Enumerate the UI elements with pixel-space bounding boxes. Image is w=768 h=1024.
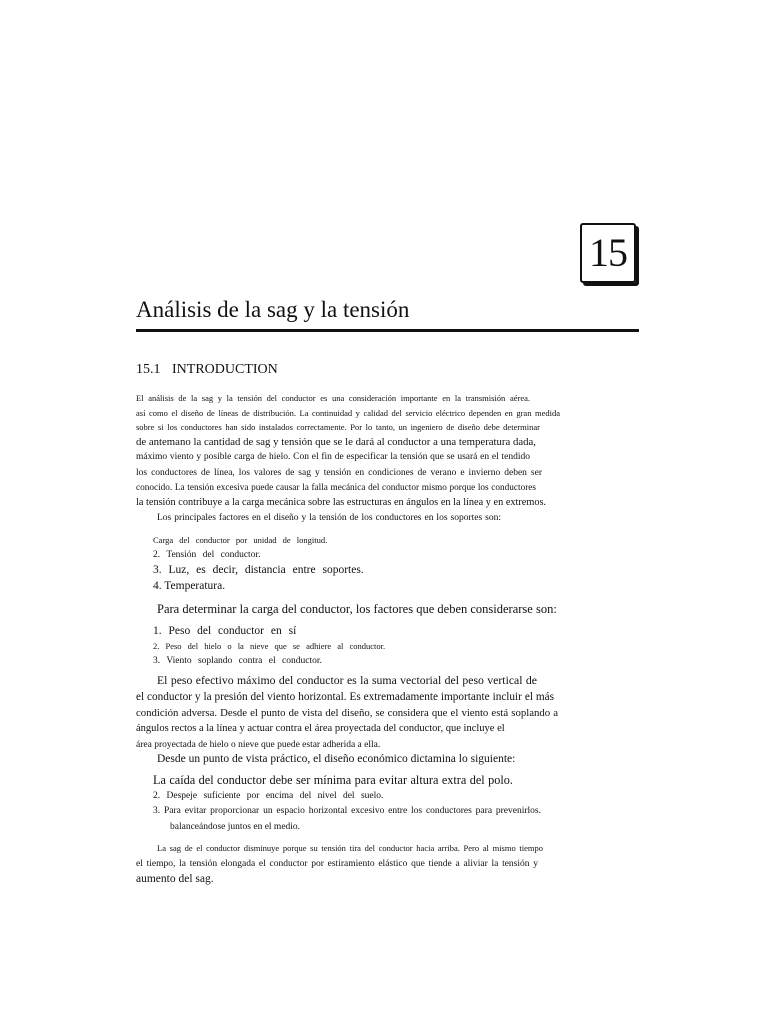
- factors-list-item: Carga del conductor por unidad de longitud.: [153, 535, 328, 545]
- paragraph-2-line: el conductor y la presión del viento horizontal. Es extremadamente importante incluir el más: [136, 691, 554, 703]
- paragraph-1-line: conocido. La tensión excesiva puede causar la falla mecánica del conductor mismo porque los conductores: [136, 483, 536, 493]
- chapter-number: 15: [589, 230, 627, 275]
- design-list-item: 3. Para evitar proporcionar un espacio horizontal excesivo entre los conductores para prevenirlos.: [153, 806, 541, 816]
- paragraph-1-line: sobre si los conductores han sido instalados correctamente. Por lo tanto, un ingeniero de diseño debe determinar: [136, 422, 540, 432]
- design-list-item: balanceándose juntos en el medio.: [170, 822, 301, 832]
- paragraph-1-line: así como el diseño de líneas de distribución. La continuidad y calidad del servicio eléctrico dependen en gran medida: [136, 408, 560, 418]
- load-list-item: 1. Peso del conductor en sí: [153, 625, 297, 637]
- paragraph-1-line: de antemano la cantidad de sag y tensión que se le dará al conductor a una temperatura dada,: [136, 436, 536, 448]
- design-list-item: 2. Despeje suficiente por encima del nivel del suelo.: [153, 791, 384, 801]
- paragraph-1-line: máximo viento y posible carga de hielo. Con el fin de especificar la tensión que se usará en el tendido: [136, 452, 530, 462]
- factors-list-item: 3. Luz, es decir, distancia entre soportes.: [153, 564, 364, 576]
- paragraph-2-line: área proyectada de hielo o nieve que puede estar adherida a ella.: [136, 740, 381, 750]
- paragraph-3-line: aumento del sag.: [136, 873, 214, 885]
- paragraph-1-line: la tensión contribuye a la carga mecánica sobre las estructuras en ángulos en la línea y en extremos.: [136, 497, 546, 508]
- factors-list-item: 4. Temperatura.: [153, 580, 226, 592]
- chapter-title: Análisis de la sag y la tensión: [136, 297, 410, 322]
- section-number: 15.1: [136, 362, 161, 377]
- paragraph-3-line: el tiempo, la tensión elongada el conductor por estiramiento elástico que tiende a aliviar la tensión y: [136, 859, 538, 869]
- design-list-item: La caída del conductor debe ser mínima para evitar altura extra del polo.: [153, 773, 513, 787]
- paragraph-2-line: condición adversa. Desde el punto de vista del diseño, se considera que el viento está soplando a: [136, 707, 558, 719]
- paragraph-2-line: ángulos rectos a la línea y actuar contra el área proyectada del conductor, que incluye el: [136, 723, 505, 734]
- section-heading: [136, 361, 278, 379]
- paragraph-2-line: El peso efectivo máximo del conductor es la suma vectorial del peso vertical de: [157, 674, 537, 687]
- paragraph-1-line: los conductores de línea, los valores de sag y tensión en condiciones de verano e invierno deben ser: [136, 468, 542, 478]
- factors-list-item: 2. Tensión del conductor.: [153, 550, 261, 560]
- paragraph-3-line: La sag de el conductor disminuye porque su tensión tira del conductor hacia arriba. Pero al mismo tiempo: [157, 843, 543, 853]
- title-rule: [136, 329, 639, 332]
- factors-intro: Los principales factores en el diseño y la tensión de los conductores en los soportes son:: [157, 513, 501, 523]
- load-list-item: 2. Peso del hielo o la nieve que se adhiere al conductor.: [153, 641, 386, 651]
- load-intro: Para determinar la carga del conductor, los factores que deben considerarse son:: [157, 602, 557, 616]
- chapter-number-box: [580, 223, 636, 283]
- design-intro: Desde un punto de vista práctico, el diseño económico dictamina lo siguiente:: [157, 753, 516, 765]
- paragraph-1-line: El análisis de la sag y la tensión del conductor es una consideración importante en la transmisión aérea.: [136, 393, 530, 403]
- load-list-item: 3. Viento soplando contra el conductor.: [153, 656, 322, 666]
- section-title: INTRODUCTION: [172, 362, 278, 377]
